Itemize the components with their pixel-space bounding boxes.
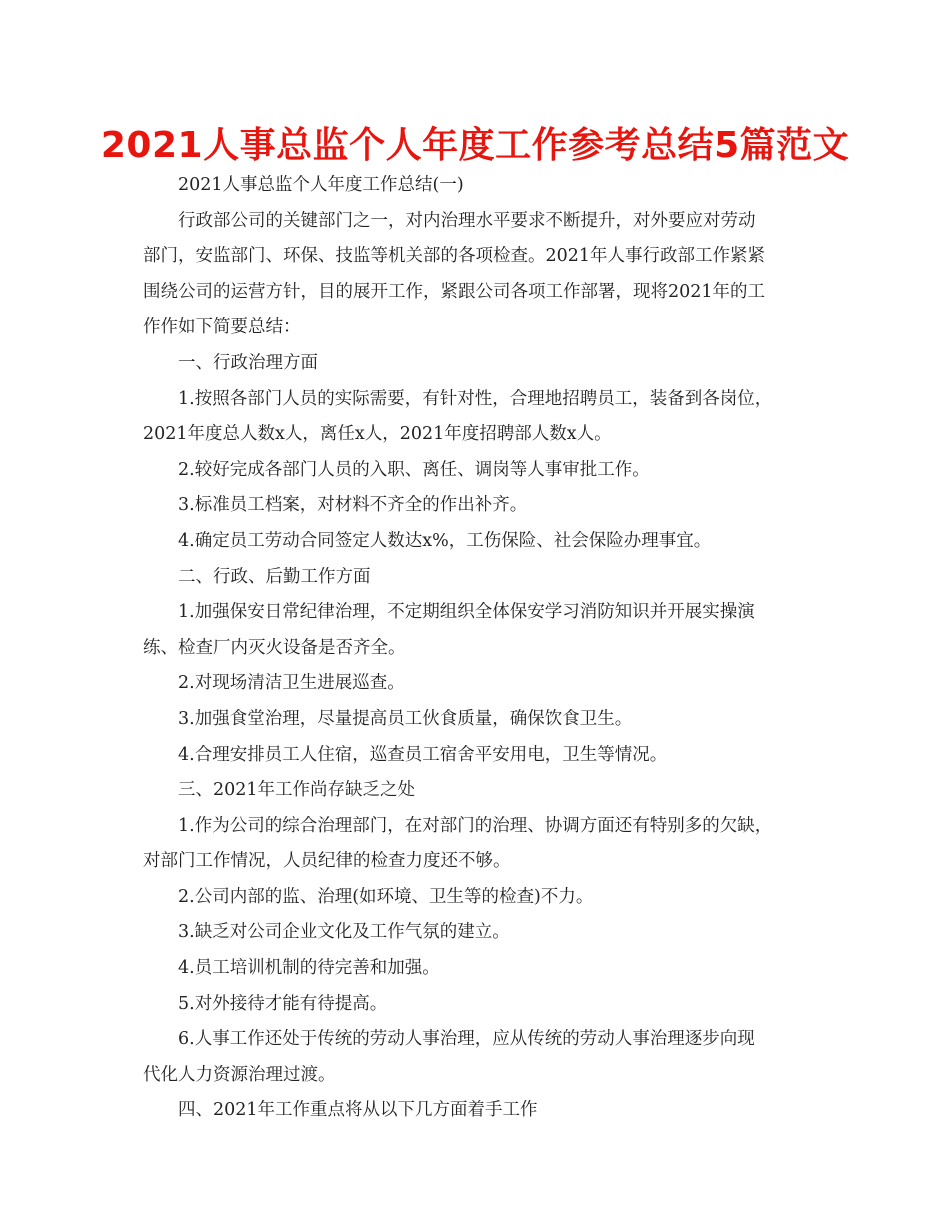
paragraph-line: 行政部公司的关键部门之一，对内治理水平要求不断提升，对外要应对劳动 xyxy=(178,210,756,231)
paragraph-line: 3.加强食堂治理，尽量提高员工伙食质量，确保饮食卫生。 xyxy=(178,708,633,729)
paragraph-line: 三、2021年工作尚存缺乏之处 xyxy=(178,780,416,801)
paragraph-line: 1.按照各部门人员的实际需要，有针对性，合理地招聘员工，装备到各岗位， xyxy=(178,388,773,409)
paragraph-line: 4.确定员工劳动合同签定人数达x%，工伤保险、社会保险办理事宜。 xyxy=(178,530,712,551)
paragraph-line: 4.合理安排员工人住宿，巡查员工宿舍平安用电，卫生等情况。 xyxy=(178,744,668,765)
paragraph-continuation-line: 作作如下简要总结： xyxy=(143,317,301,338)
document-title: 2021人事总监个人年度工作参考总结5篇范文 xyxy=(100,125,850,166)
paragraph-line: 2021人事总监个人年度工作总结(一) xyxy=(178,175,464,195)
paragraph-line: 一、行政治理方面 xyxy=(178,352,318,373)
document-body xyxy=(143,168,807,1129)
paragraph-line: 4.员工培训机制的待完善和加强。 xyxy=(178,958,440,979)
paragraph-continuation-line: 代化人力资源治理过渡。 xyxy=(143,1064,336,1085)
paragraph-line: 2.较好完成各部门人员的入职、离任、调岗等人事审批工作。 xyxy=(178,459,650,480)
paragraph-continuation-line: 部门，安监部门、环保、技监等机关部的各项检查。2021年人事行政部工作紧紧 xyxy=(143,246,766,267)
paragraph-line: 四、2021年工作重点将从以下几方面着手工作 xyxy=(178,1100,538,1121)
paragraph-line: 2.对现场清洁卫生进展巡查。 xyxy=(178,673,405,694)
paragraph-line: 1.加强保安日常纪律治理，不定期组织全体保安学习消防知识并开展实操演 xyxy=(178,602,755,623)
paragraph-line: 2.公司内部的监、治理(如环境、卫生等的检查)不力。 xyxy=(178,886,594,907)
paragraph-continuation-line: 对部门工作情况，人员纪律的检查力度还不够。 xyxy=(143,851,511,872)
paragraph-line: 二、行政、后勤工作方面 xyxy=(178,566,371,587)
paragraph-continuation-line: 练、检查厂内灭火设备是否齐全。 xyxy=(143,637,406,658)
paragraph-line: 3.缺乏对公司企业文化及工作气氛的建立。 xyxy=(178,922,510,943)
paragraph-continuation-line: 2021年度总人数x人，离任x人，2021年度招聘部人数x人。 xyxy=(143,424,612,445)
paragraph-continuation-line: 围绕公司的运营方针，目的展开工作，紧跟公司各项工作部署，现将2021年的工 xyxy=(143,281,766,302)
paragraph-line: 3.标准员工档案，对材料不齐全的作出补齐。 xyxy=(178,495,528,516)
paragraph-line: 6.人事工作还处于传统的劳动人事治理，应从传统的劳动人事治理逐步向现 xyxy=(178,1029,755,1050)
paragraph-line: 5.对外接待才能有待提高。 xyxy=(178,993,388,1014)
paragraph-line: 1.作为公司的综合治理部门，在对部门的治理、协调方面还有特别多的欠缺， xyxy=(178,815,773,836)
